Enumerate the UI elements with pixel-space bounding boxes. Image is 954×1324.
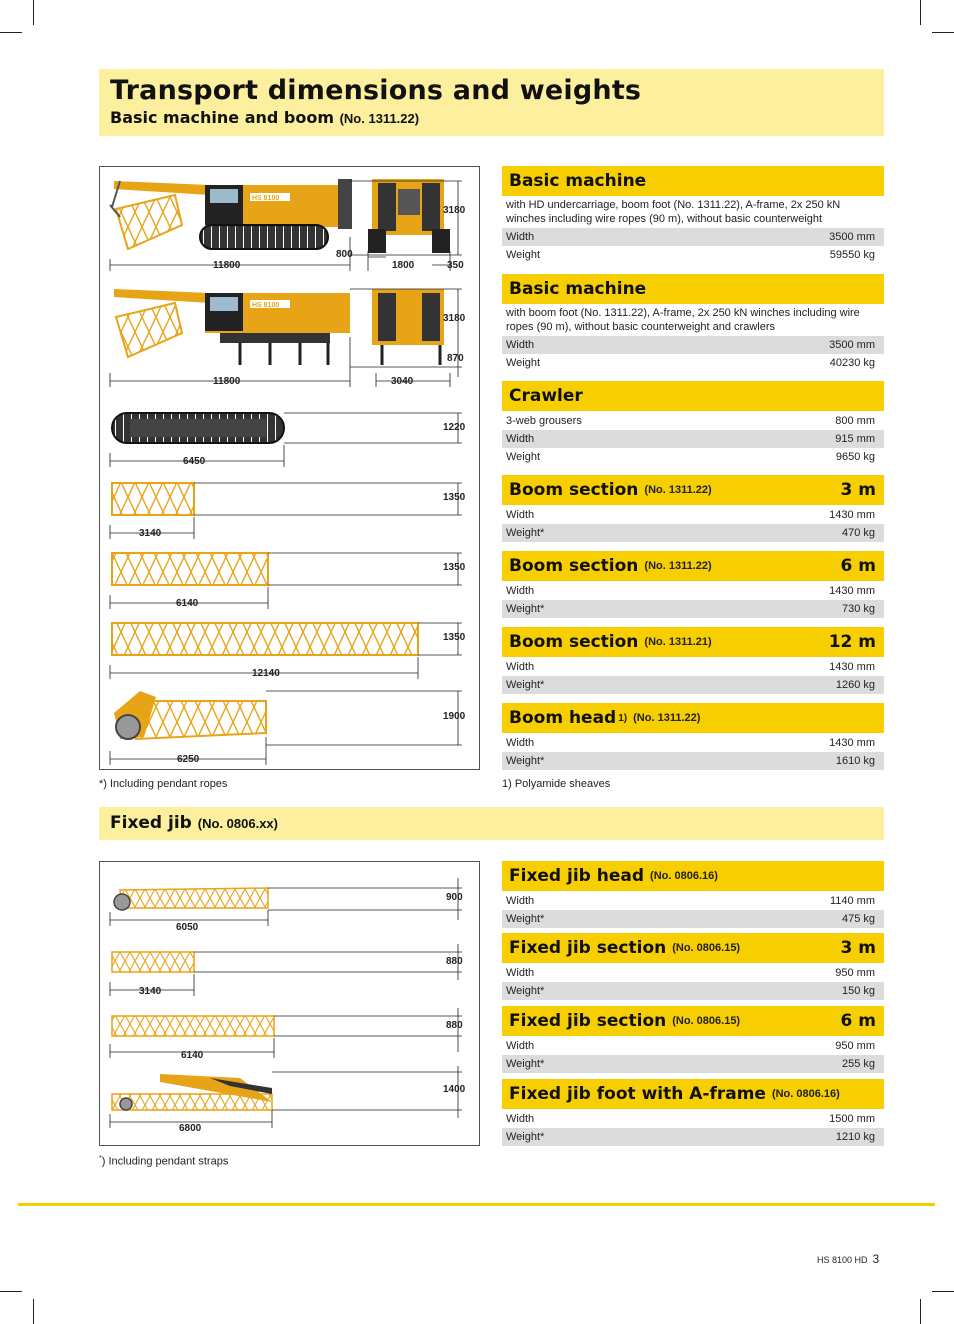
dim-jib6-length: 6140 bbox=[181, 1050, 204, 1061]
row-label: 3-web grousers bbox=[506, 415, 582, 427]
spec-row bbox=[502, 336, 884, 354]
spec-title: Fixed jib section bbox=[509, 1011, 667, 1031]
spec-size: 3 m bbox=[840, 480, 876, 500]
spec-boom-head bbox=[502, 703, 884, 770]
crop-mark bbox=[0, 1291, 22, 1292]
spec-row bbox=[502, 1128, 884, 1146]
dim-boom6-length: 6140 bbox=[176, 598, 199, 609]
row-value: 3500 mm bbox=[829, 339, 875, 351]
row-value: 59550 kg bbox=[829, 249, 875, 261]
row-label: Weight* bbox=[506, 679, 545, 691]
row-label: Width bbox=[506, 1113, 535, 1125]
fixed-jib-title bbox=[110, 812, 884, 835]
row-label: Width bbox=[506, 895, 535, 907]
dim-jibhead-height: 900 bbox=[446, 892, 463, 903]
dim-jib6-height: 880 bbox=[446, 1020, 463, 1031]
crop-mark bbox=[932, 1291, 954, 1292]
dim-boom6-height: 1350 bbox=[443, 562, 466, 573]
footnote-text: ) Including pendant straps bbox=[101, 1155, 229, 1168]
spec-fixed-jib-section-3m bbox=[502, 933, 884, 1000]
spec-title: Basic machine bbox=[509, 171, 647, 191]
dim-jibfoot-height: 1400 bbox=[443, 1084, 466, 1095]
spec-boom-section-3m bbox=[502, 475, 884, 542]
spec-row bbox=[502, 676, 884, 694]
spec-title: Crawler bbox=[509, 386, 583, 406]
jibfoot-drawing bbox=[112, 1074, 272, 1110]
dim-jibhead-length: 6050 bbox=[176, 922, 199, 933]
machine-crawler-side bbox=[110, 179, 352, 249]
crop-mark bbox=[920, 0, 921, 25]
jib3-drawing bbox=[112, 952, 194, 972]
spec-number: (No. 1311.22) bbox=[633, 712, 701, 724]
figure-basic-machine-and-boom bbox=[99, 166, 480, 770]
jib6-drawing bbox=[112, 1016, 274, 1036]
spec-boom-section-12m bbox=[502, 627, 884, 694]
footer bbox=[817, 1252, 879, 1266]
row-label: Weight bbox=[506, 451, 541, 463]
crawler-drawing bbox=[112, 413, 284, 443]
row-label: Width bbox=[506, 737, 535, 749]
spec-row bbox=[502, 1055, 884, 1073]
spec-row bbox=[502, 658, 884, 676]
spec-boom-section-6m bbox=[502, 551, 884, 618]
figure-fixed-jib bbox=[99, 861, 480, 1146]
row-value: 800 mm bbox=[835, 415, 875, 427]
spec-title: Fixed jib section bbox=[509, 938, 667, 958]
row-label: Width bbox=[506, 1040, 535, 1052]
footer-rule bbox=[18, 1203, 935, 1206]
spec-row bbox=[502, 752, 884, 770]
row-value: 1260 kg bbox=[835, 679, 875, 691]
row-value: 1430 mm bbox=[829, 737, 875, 749]
spec-row bbox=[502, 1110, 884, 1128]
spec-number: (No. 1311.22) bbox=[644, 484, 712, 496]
spec-row bbox=[502, 412, 884, 430]
crop-mark bbox=[920, 1299, 921, 1324]
spec-title: Boom section bbox=[509, 480, 639, 500]
spec-header bbox=[502, 627, 884, 657]
row-label: Width bbox=[506, 509, 535, 521]
dim-machine-track: 1800 bbox=[392, 260, 415, 271]
row-value: 40230 kg bbox=[829, 357, 875, 369]
spec-row bbox=[502, 600, 884, 618]
dim-machine2-width: 3040 bbox=[391, 376, 414, 387]
crop-mark bbox=[33, 1299, 34, 1324]
dim-machine-height: 3180 bbox=[443, 205, 466, 216]
crop-mark bbox=[33, 0, 34, 25]
spec-row bbox=[502, 524, 884, 542]
fixed-jib-number: (No. 0806.xx) bbox=[197, 816, 278, 831]
spec-row bbox=[502, 910, 884, 928]
page-title: Transport dimensions and weights bbox=[110, 75, 642, 106]
machine-no-crawler-rear bbox=[372, 289, 444, 365]
row-value: 730 kg bbox=[841, 603, 875, 615]
spec-number: (No. 0806.16) bbox=[650, 870, 718, 882]
spec-row bbox=[502, 892, 884, 910]
machine-crawler-rear bbox=[368, 179, 450, 253]
dim-machine-clearance: 350 bbox=[447, 260, 464, 271]
spec-row bbox=[502, 734, 884, 752]
fixed-jib-title-text: Fixed jib bbox=[110, 813, 192, 833]
spec-header bbox=[502, 166, 884, 196]
spec-row bbox=[502, 582, 884, 600]
row-value: 1430 mm bbox=[829, 509, 875, 521]
spec-row bbox=[502, 964, 884, 982]
title-band bbox=[99, 69, 884, 136]
spec-number: (No. 1311.21) bbox=[644, 636, 712, 648]
spec-header bbox=[502, 1079, 884, 1109]
dim-boomhead-length: 6250 bbox=[177, 754, 200, 765]
row-label: Weight* bbox=[506, 985, 545, 997]
spec-header bbox=[502, 551, 884, 581]
row-value: 3500 mm bbox=[829, 231, 875, 243]
spec-size: 6 m bbox=[840, 1011, 876, 1031]
dim-crawler-length: 6450 bbox=[183, 456, 206, 467]
row-value: 950 mm bbox=[835, 1040, 875, 1052]
spec-size: 6 m bbox=[840, 556, 876, 576]
row-label: Weight bbox=[506, 357, 541, 369]
spec-number: (No. 0806.15) bbox=[672, 1015, 741, 1027]
dim-jib3-height: 880 bbox=[446, 956, 463, 967]
row-label: Weight* bbox=[506, 755, 545, 767]
machine-no-crawler-side bbox=[114, 289, 350, 365]
spec-size: 3 m bbox=[840, 938, 876, 958]
row-value: 1210 kg bbox=[835, 1131, 875, 1143]
row-label: Width bbox=[506, 339, 535, 351]
page-subtitle bbox=[110, 108, 884, 129]
spec-title: Boom section bbox=[509, 556, 639, 576]
row-value: 9650 kg bbox=[835, 451, 875, 463]
dim-boomhead-height: 1900 bbox=[443, 711, 466, 722]
footnote-star: * bbox=[99, 1155, 102, 1162]
footnote-pendant-straps bbox=[99, 1155, 228, 1168]
dim-machine2-length: 11800 bbox=[213, 376, 241, 387]
spec-row bbox=[502, 1037, 884, 1055]
dim-jib3-length: 3140 bbox=[139, 986, 162, 997]
row-value: 150 kg bbox=[841, 985, 875, 997]
dim-boom3-height: 1350 bbox=[443, 492, 466, 503]
subtitle-number: (No. 1311.22) bbox=[339, 111, 420, 126]
row-label: Weight* bbox=[506, 1058, 545, 1070]
spec-row bbox=[502, 246, 884, 264]
boom3-drawing bbox=[112, 483, 194, 515]
spec-header bbox=[502, 1006, 884, 1036]
dim-jibfoot-length: 6800 bbox=[179, 1123, 202, 1134]
row-value: 255 kg bbox=[841, 1058, 875, 1070]
spec-description: with boom foot (No. 1311.22), A-frame, 2x 250 kN winches including wire ropes (90 m), without basic counterweight and crawlers bbox=[506, 307, 860, 333]
spec-description: with HD undercarriage, boom foot (No. 1311.22), A-frame, 2x 250 kN winches including wire ropes (90 m), without basic counterweight bbox=[506, 199, 841, 225]
row-value: 950 mm bbox=[835, 967, 875, 979]
boom12-drawing bbox=[112, 623, 418, 655]
spec-header bbox=[502, 861, 884, 891]
spec-header bbox=[502, 381, 884, 411]
row-label: Width bbox=[506, 967, 535, 979]
spec-row bbox=[502, 430, 884, 448]
row-label: Weight bbox=[506, 249, 541, 261]
spec-title: Boom section bbox=[509, 632, 639, 652]
spec-header bbox=[502, 274, 884, 304]
row-value: 475 kg bbox=[841, 913, 875, 925]
spec-title: Boom head bbox=[509, 708, 617, 728]
row-label: Weight* bbox=[506, 1131, 545, 1143]
spec-fixed-jib-head bbox=[502, 861, 884, 928]
row-label: Width bbox=[506, 661, 535, 673]
row-value: 470 kg bbox=[841, 527, 875, 539]
dim-boom12-length: 12140 bbox=[252, 668, 280, 679]
spec-number: (No. 0806.16) bbox=[771, 1088, 840, 1100]
dim-machine2-height: 3180 bbox=[443, 313, 466, 324]
fixed-jib-band bbox=[99, 807, 884, 840]
dim-machine-gap: 800 bbox=[336, 249, 353, 260]
spec-number: (No. 0806.15) bbox=[672, 942, 741, 954]
spec-title: Basic machine bbox=[509, 279, 647, 299]
dim-machine2-clearance: 870 bbox=[447, 353, 464, 364]
dim-boom12-height: 1350 bbox=[443, 632, 466, 643]
crop-mark bbox=[932, 32, 954, 33]
spec-title: Fixed jib head bbox=[509, 866, 645, 886]
spec-row bbox=[502, 982, 884, 1000]
subtitle-text: Basic machine and boom bbox=[110, 108, 335, 127]
row-label: Width bbox=[506, 231, 535, 243]
row-label: Weight* bbox=[506, 913, 545, 925]
spec-row bbox=[502, 448, 884, 466]
footnote-polyamide: 1) Polyamide sheaves bbox=[502, 778, 611, 790]
spec-size: 12 m bbox=[828, 632, 876, 652]
row-value: 1430 mm bbox=[829, 661, 875, 673]
row-value: 1500 mm bbox=[829, 1113, 875, 1125]
row-value: 915 mm bbox=[835, 433, 875, 445]
spec-crawler bbox=[502, 381, 884, 466]
svg-text:HS 8100: HS 8100 bbox=[252, 195, 280, 202]
spec-row bbox=[502, 506, 884, 524]
dim-machine-length: 11800 bbox=[213, 260, 241, 271]
spec-fixed-jib-section-6m bbox=[502, 1006, 884, 1073]
footer-model: HS 8100 HD bbox=[817, 1255, 868, 1265]
spec-fixed-jib-foot bbox=[502, 1079, 884, 1146]
spec-header bbox=[502, 703, 884, 733]
page-number: 3 bbox=[872, 1252, 880, 1266]
spec-basic-machine-1 bbox=[502, 166, 884, 264]
crop-mark bbox=[0, 32, 22, 33]
spec-footnote-mark: 1) bbox=[618, 712, 628, 724]
boom6-drawing bbox=[112, 553, 268, 585]
row-label: Width bbox=[506, 585, 535, 597]
spec-row bbox=[502, 354, 884, 372]
row-label: Weight* bbox=[506, 527, 545, 539]
spec-header bbox=[502, 475, 884, 505]
row-value: 1140 mm bbox=[829, 895, 875, 907]
spec-row bbox=[502, 228, 884, 246]
row-value: 1430 mm bbox=[829, 585, 875, 597]
boomhead-drawing bbox=[114, 691, 266, 739]
spec-basic-machine-2 bbox=[502, 274, 884, 372]
spec-header bbox=[502, 933, 884, 963]
footnote-pendant-ropes: *) Including pendant ropes bbox=[99, 778, 228, 790]
svg-text:HS 8100: HS 8100 bbox=[252, 302, 280, 309]
spec-number: (No. 1311.22) bbox=[644, 560, 712, 572]
row-label: Width bbox=[506, 433, 535, 445]
row-label: Weight* bbox=[506, 603, 545, 615]
spec-title: Fixed jib foot with A-frame bbox=[509, 1084, 766, 1104]
row-value: 1610 kg bbox=[835, 755, 875, 767]
dim-boom3-length: 3140 bbox=[139, 528, 162, 539]
dim-crawler-height: 1220 bbox=[443, 422, 466, 433]
jibhead-drawing bbox=[114, 888, 268, 910]
